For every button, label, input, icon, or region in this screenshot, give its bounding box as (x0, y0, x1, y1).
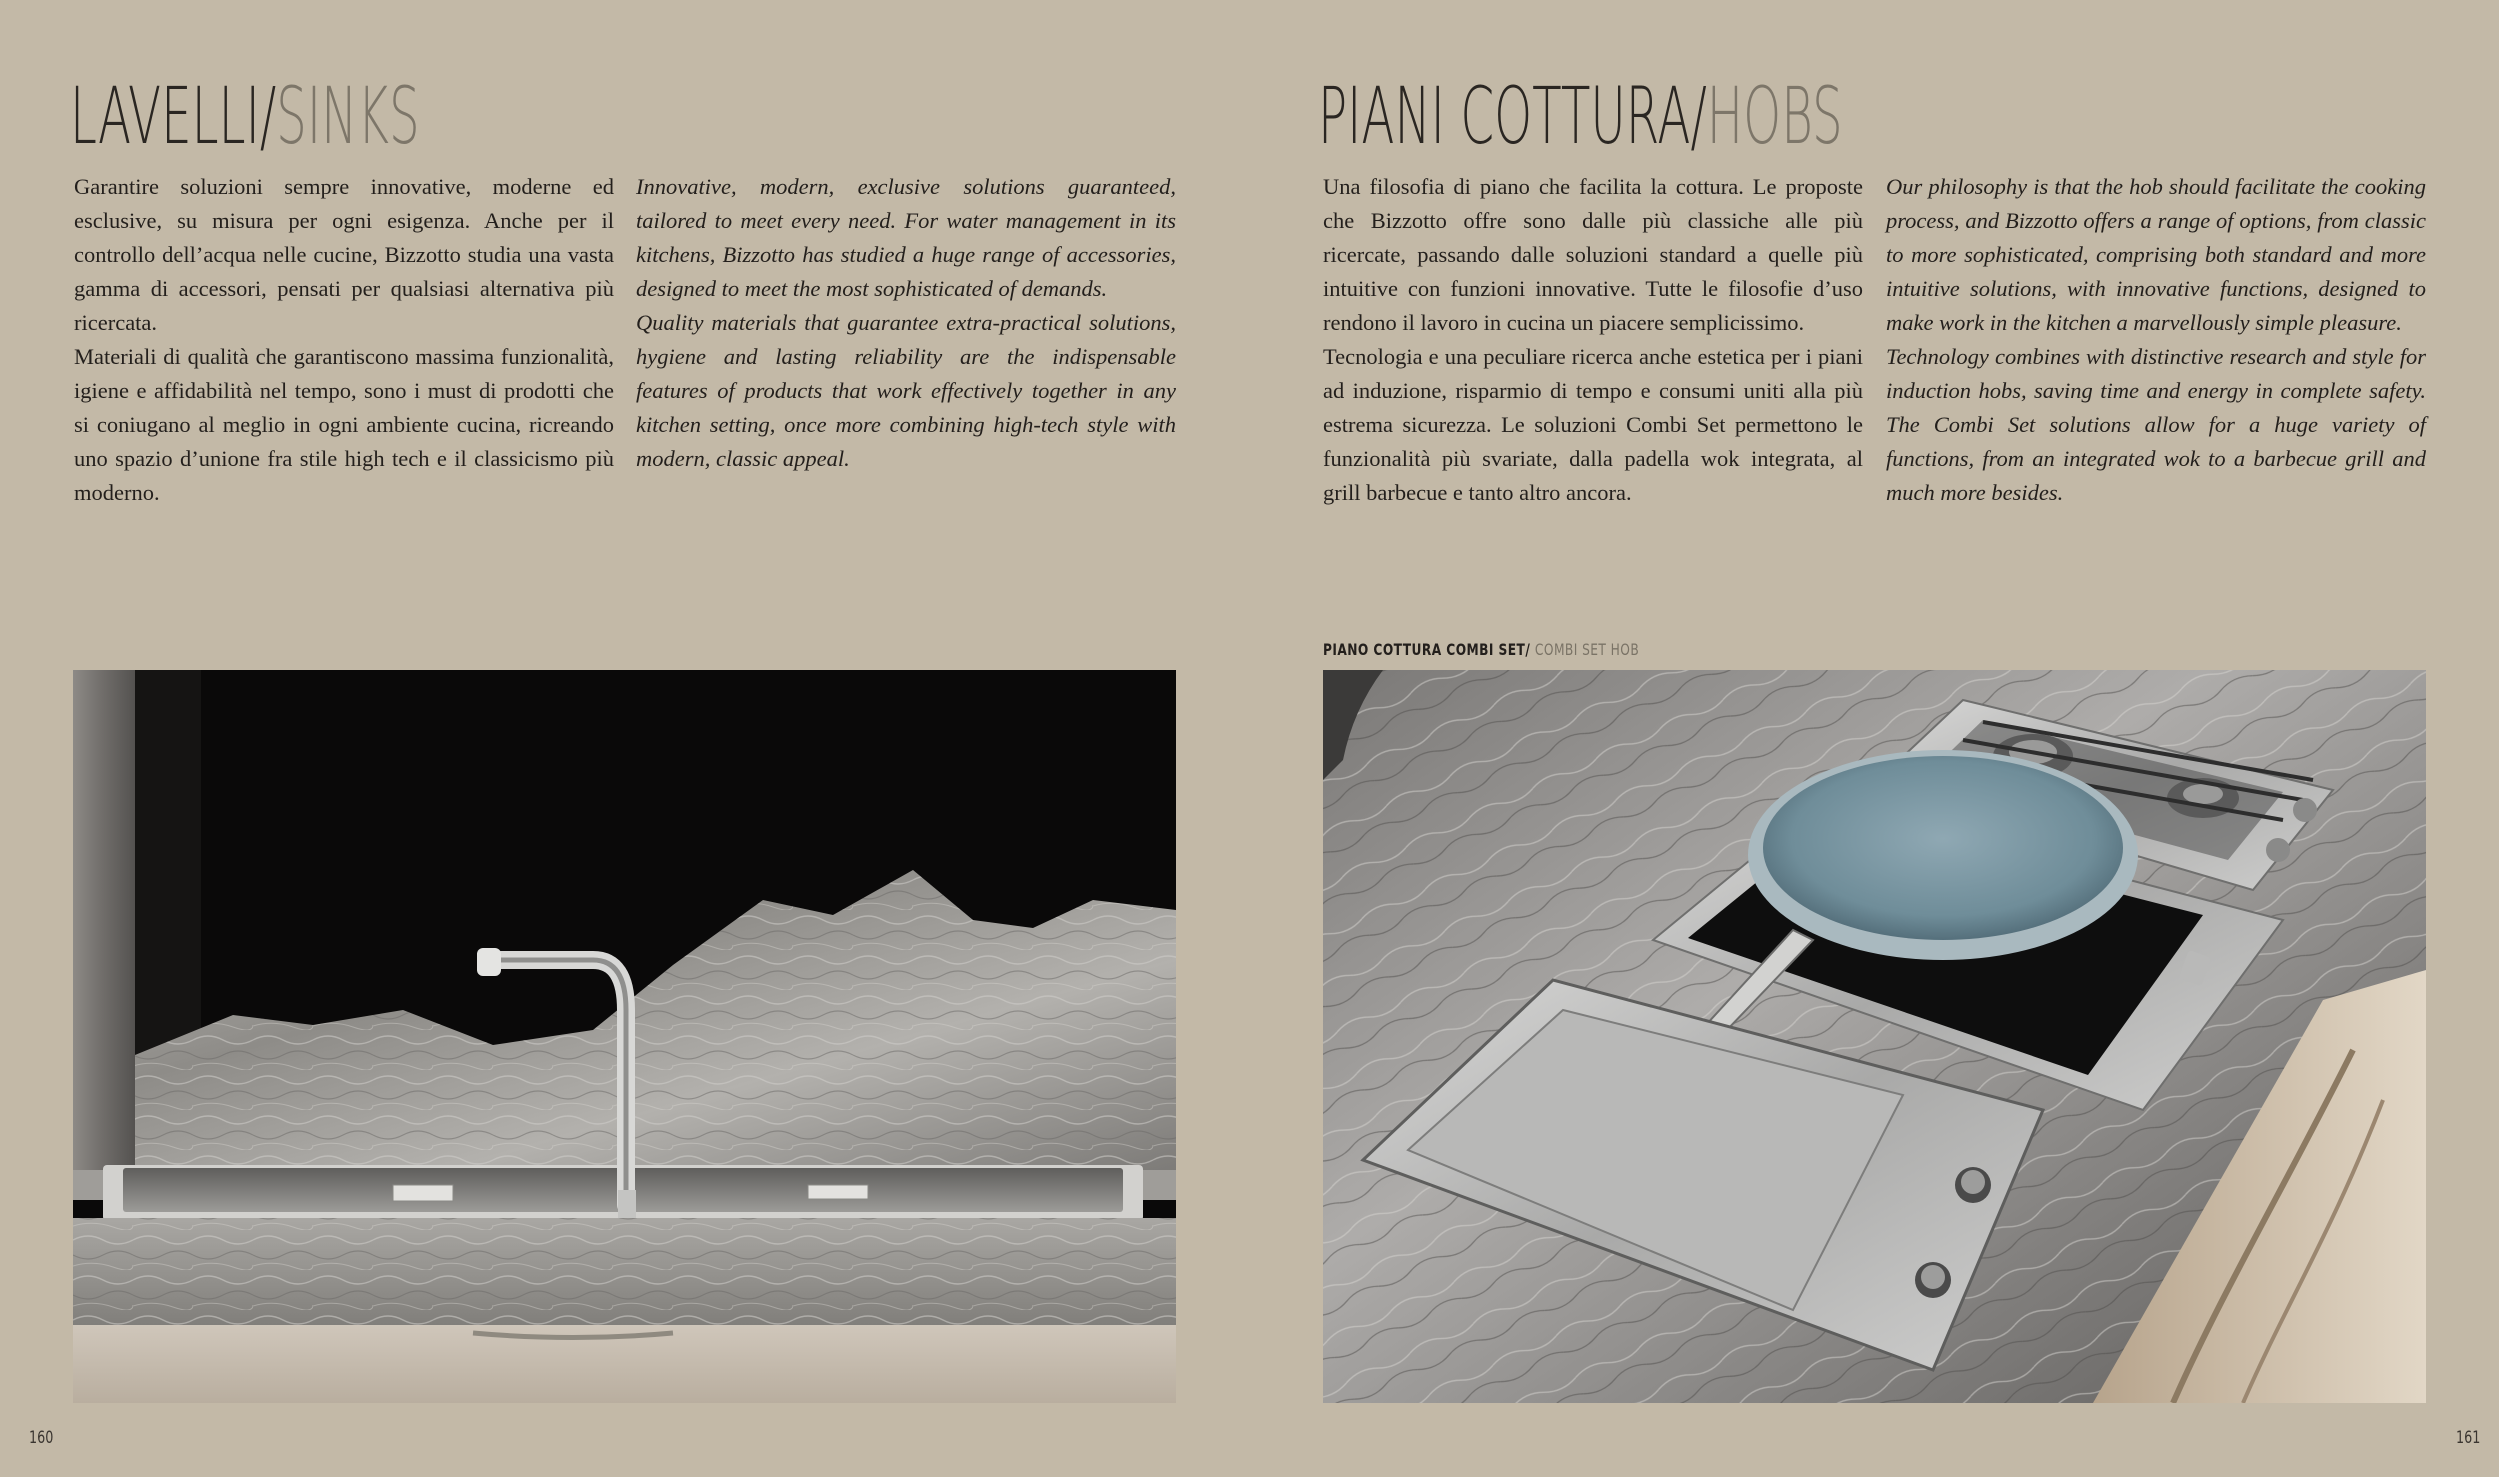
sink-photo (73, 670, 1176, 1403)
photo-caption (1323, 640, 1639, 659)
paragraph: Una filosofia di piano che facilita la cottura. Le proposte che Bizzotto offre sono dalle più classiche alle più ricercate, passando dalle soluzioni standard a quelle più intuitive con funzioni innovative. Tutte le filosofie d’uso rendono il lavoro in cucina un piacere semplicissimo. (1323, 174, 1863, 335)
paragraph: Innovative, modern, exclusive solutions guaranteed, tailored to meet every need. For water management in its kitchens, Bizzotto has studied a huge range of accessories, designed to meet the most sophisticated of demands. (636, 174, 1176, 301)
caption-english: COMBI SET HOB (1534, 640, 1640, 659)
title-separator: / (1690, 72, 1707, 162)
paragraph: Tecnologia e una peculiare ricerca anche estetica per i piani ad induzione, risparmio di tempo e consumi uniti alla più estrema sicurezza. Le soluzioni Combi Set permettono le funzionalità più svariate, dalla padella wok integrata, al grill barbecue e tanto altro ancora. (1323, 344, 1863, 505)
paragraph: Garantire soluzioni sempre innovative, moderne ed esclusive, su misura per ogni esigenza. Anche per il controllo dell’acqua nelle cucine, Bizzotto studia una vasta gamma di accessori, pensati per qualsiasi alternativa più ricercata. (74, 174, 614, 335)
page-title-piani-cottura (1318, 72, 1843, 162)
paragraph: Our philosophy is that the hob should facilitate the cooking process, and Bizzotto offers a range of options, from classic to more sophisticated, comprising both standard and more intuitive solutions, with innovative functions, designed to make work in the kitchen a marvellously simple pleasure. (1886, 174, 2426, 335)
page-number-right: 161 (2456, 1428, 2481, 1448)
caption-italian: PIANO COTTURA COMBI SET/ (1323, 640, 1531, 659)
paragraph: Materiali di qualità che garantiscono massima funzionalità, igiene e affidabilità nel tempo, sono i must di prodotti che si coniugano al meglio in ogni ambiente cucina, ricreando uno spazio d’unione fra stile high tech e il classicismo più moderno. (74, 344, 614, 505)
english-text-column (1886, 170, 2426, 510)
italian-text-column (74, 170, 614, 510)
paragraph: Quality materials that guarantee extra-practical solutions, hygiene and lasting reliability are the indispensable features of products that work effectively together in any kitchen setting, once more combining high-tech style with modern, classic appeal. (636, 310, 1176, 471)
title-italian: PIANI COTTURA (1318, 72, 1691, 162)
page-number-left: 160 (29, 1428, 54, 1448)
title-english: HOBS (1706, 72, 1843, 162)
italian-text-column (1323, 170, 1863, 510)
page-title-lavelli (70, 72, 420, 162)
english-text-column (636, 170, 1176, 476)
paragraph: Technology combines with distinctive research and style for induction hobs, saving time and energy in complete safety. The Combi Set solutions allow for a huge variety of functions, from an integrated wok to a barbecue grill and much more besides. (1886, 344, 2426, 505)
title-separator: / (259, 72, 277, 162)
title-english: SINKS (276, 72, 420, 162)
hob-photo (1323, 670, 2426, 1403)
title-italian: LAVELLI (70, 72, 260, 162)
